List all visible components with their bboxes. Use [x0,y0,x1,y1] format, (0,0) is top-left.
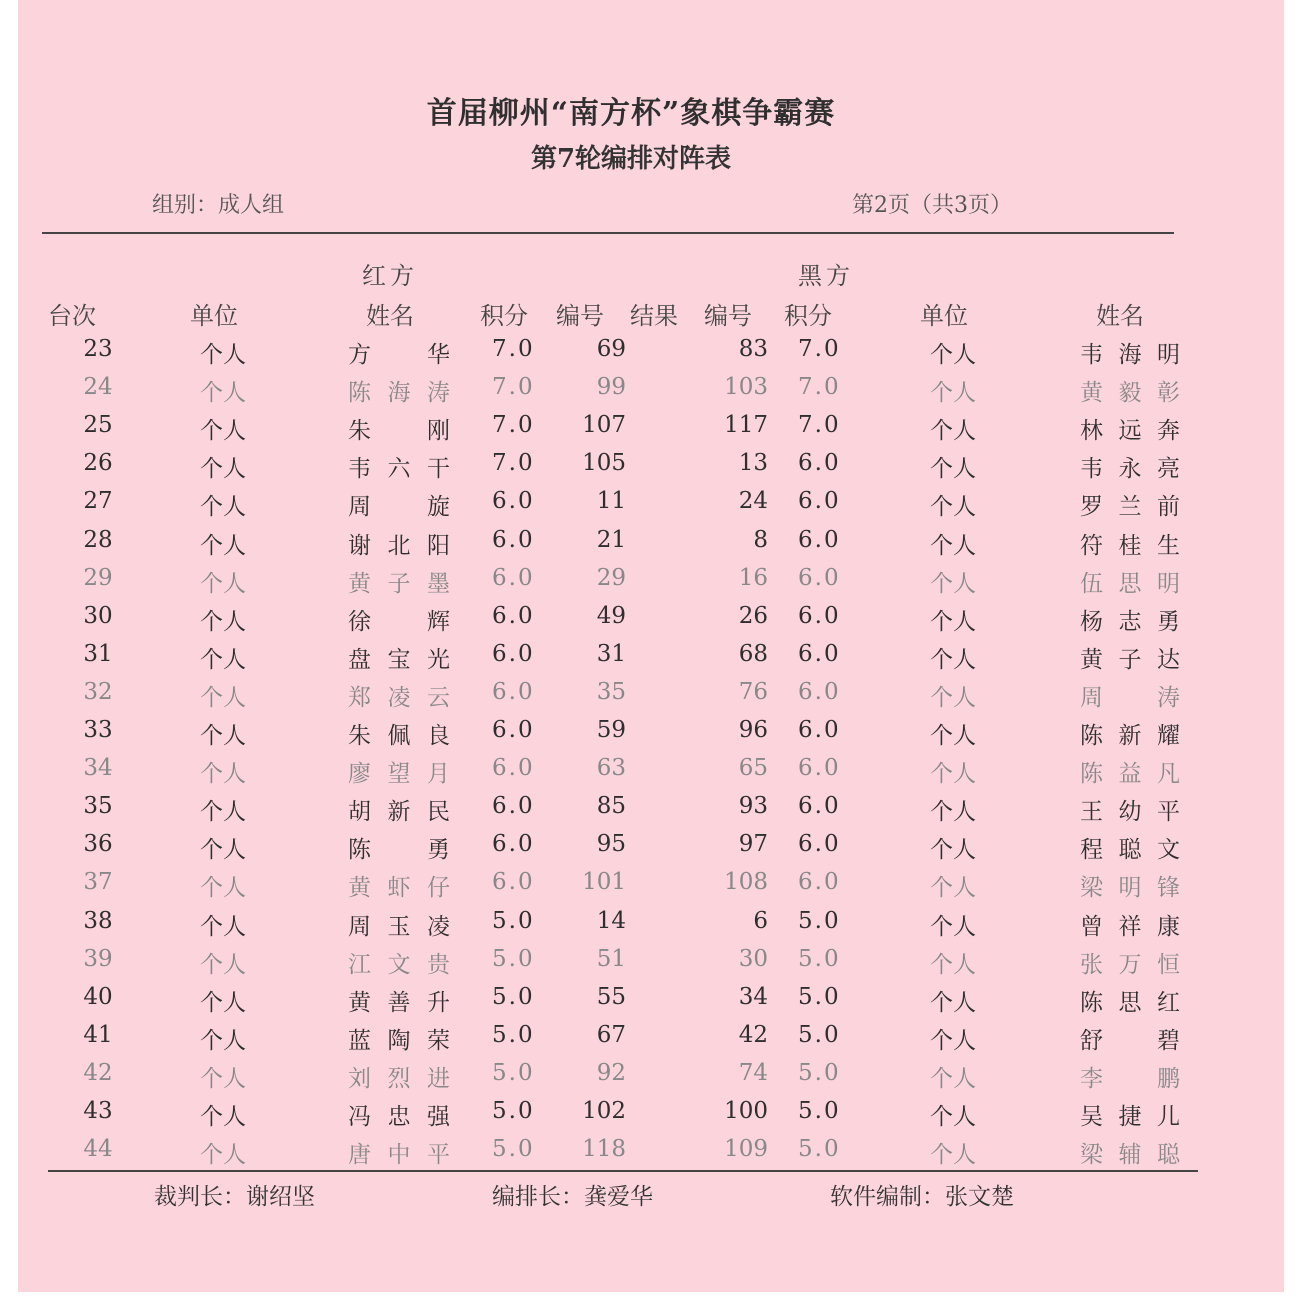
red-id: 59 [596,717,626,743]
table-no: 30 [83,602,113,629]
red-unit: 个人 [200,1104,246,1130]
red-player-name: 周 旋 [348,494,450,521]
table-no: 34 [83,755,113,782]
red-id: 118 [582,1136,626,1163]
red-player-name: 方 华 [348,342,450,368]
black-score: 7.0 [798,336,841,362]
red-score: 5.0 [492,1098,535,1124]
black-score: 5.0 [798,1136,841,1163]
red-id: 14 [596,907,626,934]
red-unit: 个人 [200,570,246,597]
red-id: 99 [596,374,626,401]
black-id: 103 [724,374,768,401]
black-score: 6.0 [798,717,841,743]
table-row [18,869,1284,907]
table-no: 35 [83,793,113,820]
table-no: 24 [83,374,113,401]
table-no: 38 [83,907,113,934]
red-id: 35 [596,678,626,705]
red-id: 51 [596,945,626,972]
black-player-name: 舒 碧 [1080,1027,1180,1054]
table-row [18,946,1284,984]
table-no: 25 [83,412,113,439]
black-id: 65 [738,755,768,782]
table-row [18,641,1284,679]
black-unit: 个人 [930,761,976,788]
red-player-name: 朱佩良 [348,723,450,749]
black-unit: 个人 [930,1065,976,1092]
black-player-name: 符桂生 [1080,532,1180,559]
black-player-name: 吴捷儿 [1080,1104,1180,1130]
black-score: 6.0 [798,526,841,553]
red-score: 7.0 [492,412,535,439]
red-player-name: 江文贵 [348,951,450,978]
table-row [18,336,1284,374]
black-id: 34 [738,983,768,1010]
red-unit: 个人 [200,1142,246,1169]
red-player-name: 唐中平 [348,1142,450,1169]
black-player-name: 周 涛 [1080,684,1180,711]
red-unit: 个人 [200,1027,246,1054]
red-id: 63 [596,755,626,782]
black-id: 109 [724,1136,768,1163]
black-id: 16 [738,564,768,591]
red-unit: 个人 [200,342,246,368]
table-no: 29 [83,564,113,591]
black-id: 96 [738,717,768,743]
red-score: 5.0 [492,1136,535,1163]
black-player-name: 黄子达 [1080,646,1180,673]
black-player-name: 王幼平 [1080,799,1180,826]
red-score: 5.0 [492,983,535,1010]
red-player-name: 冯忠强 [348,1104,450,1130]
red-player-name: 胡新民 [348,799,450,826]
black-unit: 个人 [930,608,976,635]
black-player-name: 李 鹏 [1080,1065,1180,1092]
black-id: 97 [738,831,768,858]
red-player-name: 廖望月 [348,761,450,788]
table-no: 28 [83,526,113,553]
red-player-name: 周玉凌 [348,913,450,940]
table-no: 23 [83,336,113,362]
black-unit: 个人 [930,1027,976,1054]
red-player-name: 徐 辉 [348,608,450,635]
black-player-name: 罗兰前 [1080,494,1180,521]
red-id: 29 [596,564,626,591]
black-unit: 个人 [930,875,976,902]
red-unit: 个人 [200,723,246,749]
header-divider [42,232,1174,234]
table-row [18,679,1284,717]
red-unit: 个人 [200,380,246,407]
red-score: 7.0 [492,336,535,362]
black-player-name: 林远奔 [1080,418,1180,445]
col-name-red: 姓名 [366,302,414,330]
red-score: 6.0 [492,678,535,705]
black-id: 26 [738,602,768,629]
black-unit: 个人 [930,913,976,940]
black-score: 7.0 [798,374,841,401]
red-score: 5.0 [492,907,535,934]
black-id: 108 [724,869,768,896]
black-id: 42 [738,1021,768,1048]
page-indicator: 第2页（共3页） [852,193,1012,218]
red-id: 92 [596,1059,626,1086]
black-side-label: 黑方 [798,262,854,290]
red-score: 6.0 [492,831,535,858]
black-score: 6.0 [798,869,841,896]
black-score: 5.0 [798,1059,841,1086]
table-row [18,908,1284,946]
black-player-name: 韦海明 [1080,342,1180,368]
black-score: 5.0 [798,907,841,934]
red-unit: 个人 [200,989,246,1016]
black-player-name: 韦永亮 [1080,456,1180,483]
black-score: 6.0 [798,488,841,515]
red-player-name: 刘烈进 [348,1065,450,1092]
table-row [18,1136,1284,1174]
red-unit: 个人 [200,532,246,559]
red-id: 69 [596,336,626,362]
black-unit: 个人 [930,532,976,559]
black-score: 6.0 [798,602,841,629]
black-unit: 个人 [930,342,976,368]
table-row [18,488,1284,526]
red-score: 6.0 [492,640,535,667]
red-id: 102 [582,1098,626,1124]
black-unit: 个人 [930,837,976,864]
red-unit: 个人 [200,646,246,673]
col-name-black: 姓名 [1096,302,1144,330]
black-id: 6 [753,907,768,934]
red-unit: 个人 [200,684,246,711]
red-id: 55 [596,983,626,1010]
table-no: 37 [83,869,113,896]
black-id: 13 [738,450,768,477]
red-id: 105 [582,450,626,477]
black-player-name: 杨志勇 [1080,608,1180,635]
table-row [18,603,1284,641]
red-score: 6.0 [492,793,535,820]
table-no: 42 [83,1059,113,1086]
black-unit: 个人 [930,723,976,749]
red-unit: 个人 [200,494,246,521]
col-id-red: 编号 [556,302,604,330]
black-player-name: 曾祥康 [1080,913,1180,940]
table-row [18,984,1284,1022]
red-unit: 个人 [200,761,246,788]
red-unit: 个人 [200,875,246,902]
red-id: 67 [596,1021,626,1048]
red-id: 85 [596,793,626,820]
red-player-name: 黄善升 [348,989,450,1016]
table-no: 43 [83,1098,113,1124]
table-row [18,831,1284,869]
table-row [18,755,1284,793]
table-no: 27 [83,488,113,515]
red-player-name: 谢北阳 [348,532,450,559]
black-unit: 个人 [930,456,976,483]
red-id: 107 [582,412,626,439]
table-row [18,1060,1284,1098]
black-player-name: 张万恒 [1080,951,1180,978]
red-unit: 个人 [200,951,246,978]
red-player-name: 黄虾仔 [348,875,450,902]
black-unit: 个人 [930,570,976,597]
table-row [18,412,1284,450]
black-id: 68 [738,640,768,667]
red-score: 5.0 [492,1059,535,1086]
black-unit: 个人 [930,951,976,978]
col-unit-red: 单位 [190,302,238,330]
black-id: 30 [738,945,768,972]
col-score-red: 积分 [480,302,528,330]
black-score: 5.0 [798,1021,841,1048]
black-unit: 个人 [930,418,976,445]
black-player-name: 陈思红 [1080,989,1180,1016]
black-unit: 个人 [930,494,976,521]
black-unit: 个人 [930,1104,976,1130]
red-id: 101 [582,869,626,896]
table-row [18,717,1284,755]
black-id: 76 [738,678,768,705]
black-player-name: 陈益凡 [1080,761,1180,788]
black-score: 6.0 [798,564,841,591]
black-id: 24 [738,488,768,515]
table-no: 26 [83,450,113,477]
red-id: 49 [596,602,626,629]
table-row [18,450,1284,488]
table-row [18,1022,1284,1060]
red-unit: 个人 [200,913,246,940]
red-score: 6.0 [492,488,535,515]
black-score: 6.0 [798,678,841,705]
black-unit: 个人 [930,1142,976,1169]
black-score: 6.0 [798,450,841,477]
col-result: 结果 [630,302,678,330]
table-row [18,374,1284,412]
table-no: 40 [83,983,113,1010]
black-id: 117 [724,412,768,439]
black-unit: 个人 [930,684,976,711]
black-unit: 个人 [930,989,976,1016]
red-unit: 个人 [200,456,246,483]
red-score: 6.0 [492,717,535,743]
red-unit: 个人 [200,1065,246,1092]
red-score: 7.0 [492,374,535,401]
black-unit: 个人 [930,799,976,826]
black-score: 5.0 [798,983,841,1010]
table-no: 39 [83,945,113,972]
red-unit: 个人 [200,608,246,635]
red-player-name: 盘宝光 [348,646,450,673]
black-player-name: 梁辅聪 [1080,1142,1180,1169]
black-unit: 个人 [930,380,976,407]
table-no: 32 [83,678,113,705]
red-player-name: 郑凌云 [348,684,450,711]
black-score: 7.0 [798,412,841,439]
red-score: 5.0 [492,945,535,972]
table-no: 33 [83,717,113,743]
page-subtitle: 第7轮编排对阵表 [530,144,732,174]
black-id: 93 [738,793,768,820]
black-id: 74 [738,1059,768,1086]
red-id: 11 [596,488,626,515]
col-id-black: 编号 [704,302,752,330]
red-score: 6.0 [492,564,535,591]
black-player-name: 程聪文 [1080,837,1180,864]
group-label: 组别：成人组 [152,193,285,218]
red-unit: 个人 [200,799,246,826]
red-unit: 个人 [200,418,246,445]
table-row [18,1098,1284,1136]
red-id: 21 [596,526,626,553]
black-score: 6.0 [798,755,841,782]
black-id: 83 [738,336,768,362]
black-id: 8 [753,526,768,553]
black-score: 5.0 [798,1098,841,1124]
black-player-name: 伍思明 [1080,570,1180,597]
red-player-name: 韦六干 [348,456,450,483]
table-row [18,793,1284,831]
table-row [18,527,1284,565]
red-score: 6.0 [492,526,535,553]
black-player-name: 黄毅彰 [1080,380,1180,407]
black-score: 6.0 [798,793,841,820]
black-score: 6.0 [798,640,841,667]
black-player-name: 陈新耀 [1080,723,1180,749]
arranger: 编排长：龚爱华 [492,1184,653,1210]
red-player-name: 陈海涛 [348,380,450,407]
red-score: 6.0 [492,602,535,629]
software-author: 软件编制：张文楚 [830,1184,1014,1210]
red-score: 6.0 [492,755,535,782]
chief-referee: 裁判长：谢绍坚 [154,1184,315,1210]
red-id: 31 [596,640,626,667]
table-row [18,565,1284,603]
page-title: 首届柳州“南方杯”象棋争霸赛 [426,96,836,131]
red-player-name: 黄子墨 [348,570,450,597]
black-score: 5.0 [798,945,841,972]
red-score: 7.0 [492,450,535,477]
col-score-black: 积分 [784,302,832,330]
black-player-name: 梁明锋 [1080,875,1180,902]
col-unit-black: 单位 [920,302,968,330]
black-unit: 个人 [930,646,976,673]
red-score: 5.0 [492,1021,535,1048]
footer-divider [48,1170,1198,1172]
red-player-name: 朱 刚 [348,418,450,445]
table-no: 41 [83,1021,113,1048]
black-id: 100 [724,1098,768,1124]
red-player-name: 陈 勇 [348,837,450,864]
red-side-label: 红方 [362,262,418,290]
red-id: 95 [596,831,626,858]
table-no: 31 [83,640,113,667]
pairing-sheet [18,0,1284,1292]
red-player-name: 蓝陶荣 [348,1027,450,1054]
red-score: 6.0 [492,869,535,896]
table-no: 36 [83,831,113,858]
red-unit: 个人 [200,837,246,864]
col-table-no: 台次 [48,302,96,330]
black-score: 6.0 [798,831,841,858]
table-no: 44 [83,1136,113,1163]
